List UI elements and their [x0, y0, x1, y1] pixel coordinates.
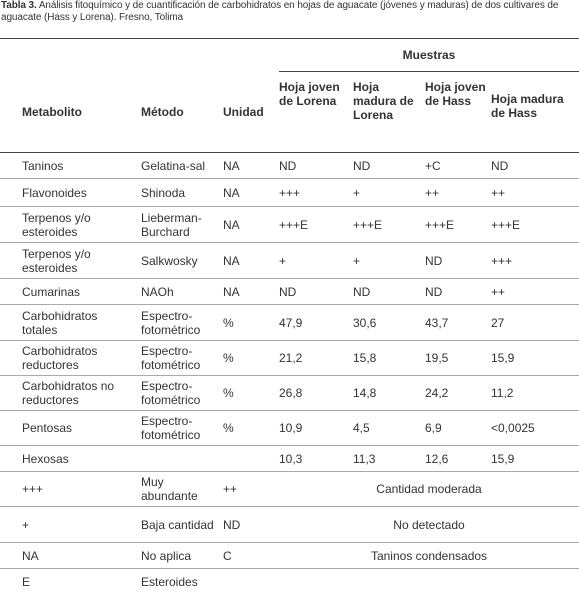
- legend-description: Muy abundante: [141, 475, 198, 503]
- cell-value: 4,5: [353, 421, 370, 435]
- table-row: [0, 446, 579, 472]
- table-row: [0, 341, 579, 376]
- muestras-header: Muestras: [279, 39, 579, 72]
- cell-metodo: Salkwosky: [141, 253, 198, 268]
- cell-value: ND: [353, 158, 371, 173]
- legend-row: [0, 569, 579, 595]
- cell-value: +++E: [425, 217, 455, 232]
- cell-value: +: [353, 253, 361, 268]
- legend-symbol: +++: [22, 482, 44, 496]
- cell-unidad: %: [223, 351, 234, 365]
- legend-description: No detectado: [393, 517, 465, 532]
- legend-description: Esteroides: [141, 574, 198, 589]
- legend-description: Baja cantidad: [141, 517, 214, 532]
- cell-value: ND: [425, 253, 443, 268]
- legend-description: No aplica: [141, 548, 192, 563]
- cell-value: +: [279, 253, 287, 268]
- cell-value: ND: [491, 158, 509, 173]
- table-row: [0, 153, 579, 179]
- cell-unidad: NA: [223, 158, 240, 173]
- cell-value: ND: [353, 284, 371, 299]
- cell-unidad: %: [223, 386, 234, 400]
- cell-value: 47,9: [279, 315, 303, 330]
- cell-value: +++: [491, 253, 513, 268]
- legend-symbol: [223, 569, 279, 595]
- cell-value: +++: [279, 185, 301, 200]
- cell-metabolito: Cumarinas: [22, 284, 81, 299]
- cell-unidad: %: [223, 421, 234, 435]
- cell-value: 10,3: [279, 451, 303, 466]
- cell-metabolito: Terpenos y/o esteroides: [22, 246, 91, 275]
- table-row: [0, 207, 579, 243]
- cell-metabolito: Hexosas: [22, 451, 69, 466]
- cell-value: 24,2: [425, 386, 449, 400]
- cell-metabolito: Carbohidratos totales: [22, 308, 98, 337]
- table-row: [0, 279, 579, 305]
- cell-unidad: [223, 446, 279, 472]
- cell-metodo: Gelatina-sal: [141, 158, 206, 173]
- header-metodo: Método: [141, 104, 184, 119]
- cell-value: ND: [425, 284, 443, 299]
- column-header-row: [0, 72, 579, 153]
- cell-value: ++: [491, 284, 506, 299]
- legend-symbol: ND: [223, 517, 241, 532]
- cell-value: 15,9: [491, 351, 515, 365]
- cell-unidad: %: [223, 315, 234, 330]
- legend-row: [0, 472, 579, 507]
- legend-symbol: C: [223, 548, 232, 563]
- cell-value: 15,8: [353, 351, 377, 365]
- header-hoja-joven-hass: Hoja joven de Hass: [425, 80, 486, 108]
- cell-value: 10,9: [279, 421, 303, 435]
- legend-symbol: E: [22, 574, 31, 589]
- cell-value: 27: [491, 315, 505, 330]
- cell-value: +C: [425, 158, 441, 173]
- cell-metabolito: Flavonoides: [22, 185, 87, 200]
- cell-value: 11,3: [353, 451, 376, 466]
- cell-value: ND: [279, 158, 297, 173]
- legend-description: Taninos condensados: [370, 548, 488, 563]
- cell-value: +: [353, 185, 361, 200]
- cell-value: 26,8: [279, 386, 303, 400]
- header-metabolito: Metabolito: [22, 104, 82, 119]
- legend-symbol: NA: [22, 548, 39, 563]
- caption-text: Análisis fitoquímico y de cuantificación de carbohidratos en hojas de aguacate (jóvenes y maduras) de dos cultivares de aguacate (Hass y Lorena). Fresno, Tolima: [1, 0, 559, 23]
- header-hoja-madura-lorena: Hoja madura de Lorena: [353, 80, 414, 122]
- cell-value: 21,2: [279, 351, 303, 365]
- cell-metodo: Espectro-fotométrico: [141, 308, 201, 337]
- cell-value: +++E: [279, 217, 309, 232]
- group-header-row: [0, 39, 579, 72]
- cell-value: 43,7: [425, 315, 449, 330]
- cell-value: +++E: [353, 217, 383, 232]
- cell-value: 11,2: [491, 386, 514, 400]
- legend-description: Cantidad moderada: [376, 482, 482, 496]
- caption-label: Tabla 3.: [1, 0, 37, 11]
- cell-unidad: NA: [223, 284, 240, 299]
- cell-value: +++E: [491, 217, 521, 232]
- table-row: [0, 376, 579, 411]
- cell-value: 19,5: [425, 351, 449, 365]
- legend-symbol: ++: [223, 482, 238, 496]
- table-caption: [1, 0, 576, 24]
- cell-value: 15,9: [491, 451, 515, 466]
- cell-value: ++: [425, 185, 440, 200]
- legend-symbol: +: [22, 517, 30, 532]
- cell-unidad: NA: [223, 253, 240, 268]
- cell-metabolito: Terpenos y/o esteroides: [22, 210, 91, 239]
- cell-value: 12,6: [425, 451, 449, 466]
- cell-value: 14,8: [353, 386, 377, 400]
- header-unidad: Unidad: [223, 104, 264, 119]
- cell-metabolito: Pentosas: [22, 421, 73, 435]
- cell-metodo: Lieberman-Burchard: [141, 210, 202, 239]
- legend-row: [0, 543, 579, 569]
- table-row: [0, 243, 579, 279]
- cell-metabolito: Taninos: [22, 158, 64, 173]
- cell-metodo: Shinoda: [141, 185, 186, 200]
- cell-value: ++: [491, 185, 506, 200]
- header-hoja-madura-hass: Hoja madura de Hass: [491, 92, 564, 120]
- cell-value: <0,0025: [491, 421, 535, 435]
- cell-unidad: NA: [223, 217, 240, 232]
- cell-metabolito: Carbohidratos no reductores: [22, 379, 115, 407]
- cell-value: 30,6: [353, 315, 377, 330]
- cell-metabolito: Carbohidratos reductores: [22, 344, 98, 372]
- cell-value: 6,9: [425, 421, 442, 435]
- header-hoja-joven-lorena: Hoja joven de Lorena: [279, 80, 340, 108]
- cell-metodo: Espectro-fotométrico: [141, 344, 201, 372]
- cell-unidad: NA: [223, 185, 240, 200]
- cell-metodo: Espectro-fotométrico: [141, 414, 201, 442]
- results-table: [0, 38, 579, 595]
- table-row: [0, 411, 579, 446]
- cell-metodo: NAOh: [141, 284, 174, 299]
- cell-metodo: Espectro-fotométrico: [141, 379, 201, 407]
- cell-metodo: [135, 446, 223, 472]
- legend-description: [279, 569, 579, 595]
- cell-value: ND: [279, 284, 297, 299]
- legend-row: [0, 507, 579, 543]
- table-row: [0, 305, 579, 341]
- table-row: [0, 179, 579, 207]
